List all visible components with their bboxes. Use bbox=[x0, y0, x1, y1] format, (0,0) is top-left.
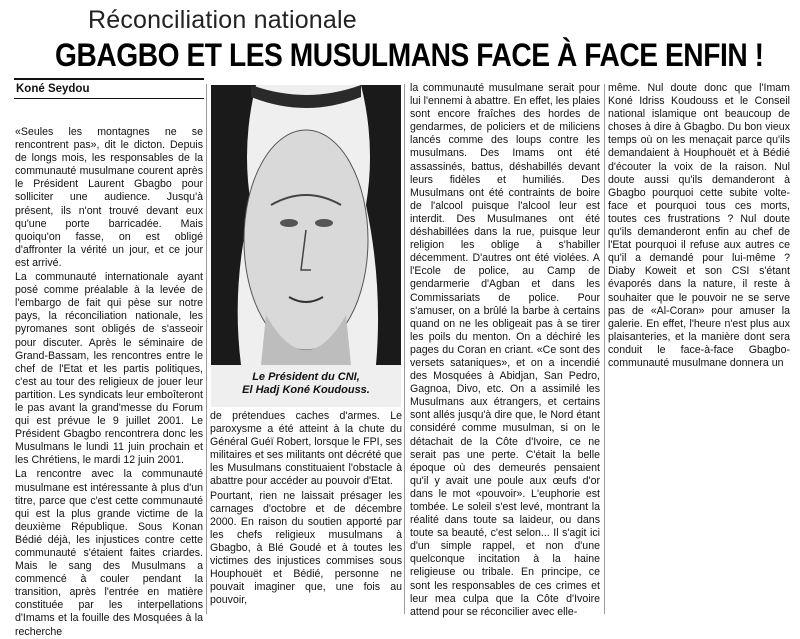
paragraph: même. Nul doute donc que l'Imam Koné Idriss Koudouss et le Conseil national islamique ont beaucoup de choses à dire à Gbagbo. Du bon vieux temps où on les menaçait parce qu'ils demandaient à Houphouët et à Bédié d'écouter la voix de la raison. Nul doute aussi qu'ils demanderont à Gbagbo pourquoi cette subite volte-face et pourquoi tous ces morts, toutes ces frustrations ? Nul doute qu'ils demanderont enfin au chef de l'Etat pourquoi il refuse aux autres ce qu'il a demandé pour lui-même ? Diaby Koweit et son CSI s'étant évaporés dans la nature, il reste à souhaiter que le pouvoir ne se serve pas de «Al-Coran» pour amuser la galerie. En effet, l'heure n'est plus aux plaisanteries, et la manière dont sera conduit le face-à-face Gbagbo-communauté musulmane donnera un bbox=[608, 82, 790, 369]
paragraph: La rencontre avec la communauté musulmane est intéressante à plus d'un titre, parce que c'est cette communauté qui est la plus grande victime de la deuxième République. Sous Konan Bédié déjà, les injustices contre cette communauté s'étaient faites criardes. Mais le sang des Musulmans a commencé à couler pendant la transition, après l'entrée en matière constituée par les interpellations d'Imams et la fouille des Mosquées à la recherche bbox=[15, 468, 203, 638]
column-divider bbox=[206, 84, 207, 614]
caption-line: El Hadj Koné Koudouss. bbox=[242, 384, 370, 396]
article-headline: GBAGBO ET LES MUSULMANS FACE À FACE ENFIN ! bbox=[55, 37, 764, 73]
article-column-3 bbox=[410, 82, 600, 619]
article-column-4 bbox=[608, 82, 790, 370]
portrait-illustration bbox=[211, 85, 401, 407]
paragraph: de prétendues caches d'armes. Le paroxysme a été atteint à la chute du Général Guéï Robert, lorsque le FPI, ses militaires et ses militants ont décrété que les Musulmans constituaient l'obstacle à abattre pour accéder au pouvoir d'Etat. bbox=[210, 410, 402, 488]
article-column-2 bbox=[210, 410, 402, 607]
byline-rule bbox=[14, 78, 204, 80]
byline-author: Koné Seydou bbox=[16, 83, 90, 95]
section-kicker: Réconciliation nationale bbox=[88, 6, 357, 34]
byline-underline bbox=[14, 98, 204, 99]
paragraph: la communauté musulmane serait pour lui l'ennemi à abattre. En effet, les plaies sont encore fraîches des hordes de gendarmes, de policiers et de miliciens lancés comme des loups contre les musulmans. Des Imams ont été assassinés, battus, déshabillés devant leurs fidèles et humiliés. Des Musulmans ont été contraints de boire de l'alcool puisque l'alcool leur est interdit. Des Musulmanes ont été déshabillées dans la rue, puisque leur religion les oblige à s'habiller décemment. D'autres ont été violées. A l'Ecole de police, au Camp de gendarmerie d'Agban et dans les Commissariats de police. Pour s'amuser, on a brûlé la barbe à certains quand on ne les obligeait pas à se tirer les poils du menton. On a déchiré les pages du Coran en criant. «Ce sont des versets sataniques», et on a incendié des Mosquées à Abidjan, San Pedro, Gagnoa, Divo, etc. On a assimilé les Musulmans aux étrangers, et certains sont allés jusqu'à dire que, le Nord étant considéré comme musulman, si on le détachait de la Côte d'Ivoire, ce ne serait pas une perte. C'était la belle époque où des demeurés pensaient qu'il y avait une poule aux œufs d'or dans le mot «pouvoir». L'euphorie est tombée. Le soleil s'est levé, montrant la réalité dans toute sa laideur, ou dans toute sa beauté, c'est selon... Il s'agit ici d'un simple rappel, et non d'une quelconque incitation à la haine religieuse ou tribale. En principe, ce sont les responsables de ces crimes et leur mea culpa que la Côte d'Ivoire attend pour se réconcilier avec elle- bbox=[410, 82, 600, 618]
column-divider bbox=[604, 84, 605, 614]
column-divider bbox=[404, 84, 405, 614]
paragraph: «Seules les montagnes ne se rencontrent pas», dit le dicton. Depuis de longs mois, les responsables de la communauté musulmane courent après le Président Laurent Gbagbo pour solliciter une audience. Jusqu'à présent, ils n'ont trouvé devant eux qu'une porte barricadée. Mais quoiqu'on fasse, on est obligé d'affronter la vérité un jour, et ce jour est arrivé. bbox=[15, 126, 203, 269]
portrait-photo bbox=[211, 85, 401, 407]
caption-line: Le Président du CNI, bbox=[252, 371, 360, 383]
photo-caption bbox=[213, 371, 399, 397]
paragraph: Pourtant, rien ne laissait présager les carnages d'octobre et de décembre 2000. En raison du soutien apporté par les chefs religieux musulmans à Gbagbo, à Blé Goudé et à toutes les victimes des injustices commises sous Houphouët et Bédié, personne ne pouvait imaginer que, une fois au pouvoir, bbox=[210, 489, 402, 607]
paragraph: La communauté internationale ayant posé comme préalable à la levée de l'embargo de fait qui pèse sur notre pays, la réconciliation nationale, les pyromanes sont obligés de s'asseoir pour discuter. Après le séminaire de Grand-Bassam, les rencontres entre le chef de l'Etat et les partis politiques, c'est au tour des religieux de jouer leur partition. Les syndicats leur emboîteront le pas avant la grand'messe du Forum qui est prévue le 9 juillet 2001. Le Président Gbagbo rencontrera donc les Musulmans le lundi 11 juin prochain et les Chrétiens, le mardi 12 juin 2001. bbox=[15, 271, 203, 467]
article-column-1 bbox=[15, 126, 203, 639]
